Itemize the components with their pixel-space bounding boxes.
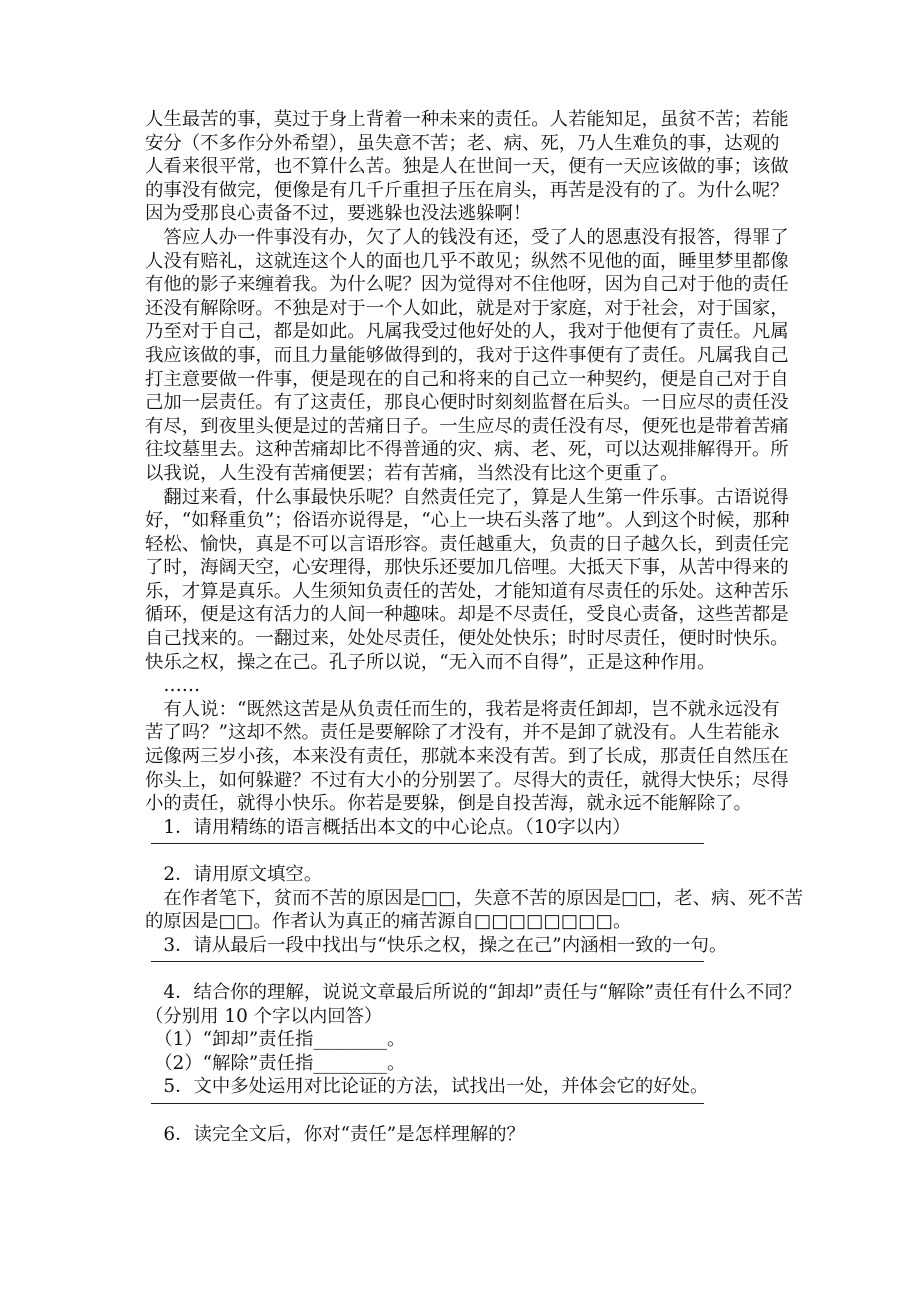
question-3 [145, 934, 790, 981]
question-text: 3．请从最后一段中找出与“快乐之权，操之在己”内涵相一致的一句。 [145, 934, 728, 956]
paragraph-1 [145, 108, 790, 226]
text-line: 了时，海阔天空，心安理得，那快乐还要加几倍哩。大抵天下事，从苦中得来的 [145, 557, 789, 579]
question-text: 6．读完全文后，你对“责任”是怎样理解的？ [145, 1123, 525, 1145]
text-line: 因为受那良心责备不过，要逃躲也没法逃躲啊！ [145, 203, 532, 225]
text-line: 还没有解除呀。不独是对于一个人如此，就是对于家庭，对于社会，对于国家， [145, 297, 789, 319]
text-line: 我应该做的事，而且力量能够做得到的，我对于这件事便有了责任。凡属我自己 [145, 344, 789, 366]
answer-field[interactable] [145, 1099, 790, 1123]
question-body: 的原因是□□。作者认为真正的痛苦源自□□□□□□□□。 [145, 911, 632, 933]
text-line: 往坟墓里去。这种苦痛却比不得普通的灾、病、老、死，可以达观排解得开。所 [145, 439, 789, 461]
text-line: 答应人办一件事没有办，欠了人的钱没有还，受了人的恩惠没有报答，得罪了 [145, 226, 789, 248]
answer-field[interactable] [145, 957, 790, 981]
question-text: 2．请用原文填空。 [145, 864, 323, 885]
text-line: 乐，才算是真乐。人生须知负责任的苦处，才能知道有尽责任的乐处。这种苦乐 [145, 580, 789, 602]
text-line: 乃至对于自己，都是如此。凡属我受过他好处的人，我对于他便有了责任。凡属 [145, 321, 789, 343]
text-line: 快乐之权，操之在己。孔子所以说，“无入而不自得”，正是这种作用。 [145, 651, 716, 673]
question-body: 在作者笔下，贫而不苦的原因是□□，失意不苦的原因是□□，老、病、死不苦 [145, 887, 804, 909]
text-line: 循环，便是这有活力的人间一种趣味。却是不尽责任，受良心责备，这些苦都是 [145, 604, 789, 626]
text-line: 有人说：“既然这苦是从负责任而生的，我若是将责任卸却，岂不就永远没有 [145, 698, 780, 720]
text-line: 人没有赔礼，这就连这个人的面也几乎不敢见；纵然不见他的面，睡里梦里都像 [145, 250, 789, 272]
text-line: 人看来很平常，也不算什么苦。独是人在世间一天，便有一天应该做的事；该做 [145, 156, 789, 178]
question-text: 1．请用精练的语言概括出本文的中心论点。（10字以内） [145, 816, 631, 838]
text-line: 打主意要做一件事，便是现在的自己和将来的自己立一种契约，便是自己对于自 [145, 368, 789, 390]
question-sub-b[interactable]: （2）“解除”责任指________。 [145, 1052, 406, 1074]
text-line: 自己找来的。一翻过来，处处尽责任，便处处快乐；时时尽责任，便时时快乐。 [145, 628, 789, 650]
question-text: 4．结合你的理解，说说文章最后所说的“卸却”责任与“解除”责任有什么不同？ [145, 981, 802, 1003]
answer-field[interactable] [145, 839, 790, 863]
text-line: 人生最苦的事，莫过于身上背着一种未来的责任。人若能知足，虽贫不苦；若能 [145, 109, 789, 130]
question-2 [145, 863, 804, 934]
text-line: 有尽，到夜里头便是过的苦痛日子。一生应尽的责任没有尽，便死也是带着苦痛 [145, 415, 789, 437]
ellipsis: …… [145, 675, 201, 697]
text-line: 苦了吗？”这却不然。责任是要解除了才没有，并不是卸了就没有。人生若能永 [145, 722, 780, 744]
question-4 [145, 981, 802, 1075]
text-line: 己加一层责任。有了这责任，那良心便时时刻刻监督在后头。一日应尽的责任没 [145, 392, 789, 414]
text-line: 以我说，人生没有苦痛便罢；若有苦痛，当然没有比这个更重了。 [145, 462, 679, 484]
text-line: 你头上，如何躲避？不过有大小的分别罢了。尽得大的责任，就得大快乐；尽得 [145, 769, 789, 791]
answer-underline [151, 961, 704, 962]
text-line: 安分（不多作分外希望），虽失意不苦；老、病、死，乃人生难负的事，达观的 [145, 132, 780, 154]
paragraph-3 [145, 486, 790, 675]
text-line: 远像两三岁小孩，本来没有责任，那就本来没有苦。到了长成，那责任自然压在 [145, 746, 789, 768]
question-note: （分别用 10 个字以内回答） [145, 1005, 383, 1027]
answer-underline [151, 1103, 704, 1104]
question-sub-a[interactable]: （1）“卸却”责任指________。 [145, 1029, 406, 1051]
question-5 [145, 1075, 790, 1122]
question-1 [145, 816, 790, 863]
question-text: 5．文中多处运用对比论证的方法，试找出一处，并体会它的好处。 [145, 1076, 709, 1098]
question-6 [145, 1123, 790, 1147]
paragraph-4 [145, 698, 790, 816]
text-line: 有他的影子来缠着我。为什么呢？因为觉得对不住他呀，因为自己对于他的责任 [145, 274, 789, 296]
paragraph-2 [145, 226, 790, 486]
text-line: 好，“如释重负”；俗语亦说得是，“心上一块石头落了地”。人到这个时候，那种 [145, 510, 790, 532]
document-page [145, 108, 804, 1146]
text-line: 轻松、愉快，真是不可以言语形容。责任越重大，负责的日子越久长，到责任完 [145, 533, 789, 555]
text-line: 翻过来看，什么事最快乐呢？自然责任完了，算是人生第一件乐事。古语说得 [145, 486, 789, 508]
text-line: 小的责任，就得小快乐。你若是要躲，倒是自投苦海，就永远不能解除了。 [145, 793, 752, 815]
answer-underline [151, 843, 704, 844]
text-line: 的事没有做完，便像是有几千斤重担子压在肩头，再苦是没有的了。为什么呢？ [145, 179, 789, 201]
